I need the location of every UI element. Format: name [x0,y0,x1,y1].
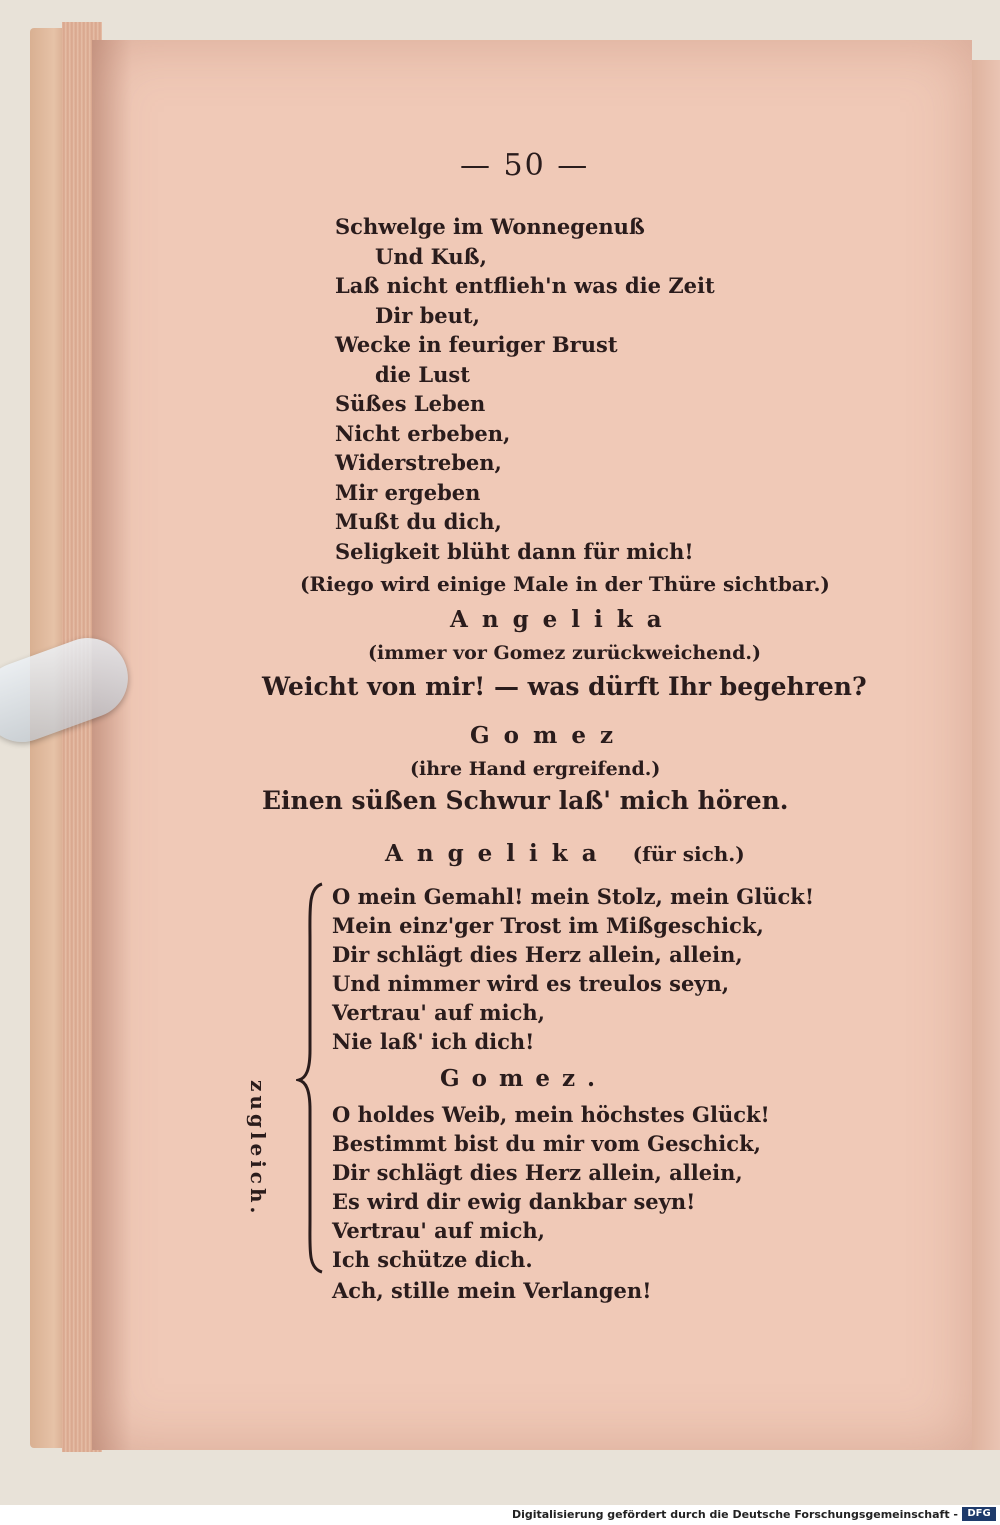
curly-brace [296,880,326,1275]
verse-line: Mußt du dich, [335,509,502,534]
verse-line: Schwelge im Wonnegenuß [335,214,645,239]
stanza-line: Und nimmer wird es treulos seyn, [332,971,730,996]
verse-line: Mir ergeben [335,479,481,505]
speaker-gomez-2: Gomez. [440,1065,608,1092]
verse-line: Nicht erbeben, [335,420,511,446]
verse-line: Süßes Leben [335,391,486,416]
verse-line: Seligkeit blüht dann für mich! [335,538,694,564]
stanza-line: Dir schlägt dies Herz allein, allein, [332,942,743,967]
verse-line: Und Kuß, [375,243,487,269]
stanza-line: O holdes Weib, mein höchstes Glück! [332,1102,770,1127]
stanza-line: Es wird dir ewig dankbar seyn! [332,1189,696,1214]
direction-gomez: (ihre Hand ergreifend.) [410,758,661,780]
direction-angelika: (immer vor Gomez zurückweichend.) [368,642,761,664]
verse-line: Widerstreben, [335,450,502,475]
verse-block [335,212,715,566]
page-number: — 50 — [460,148,590,183]
stanza-line: O mein Gemahl! mein Stolz, mein Glück! [332,884,815,909]
stanza-angelika [332,882,814,1056]
verse-line: Dir beut, [375,302,480,328]
speaker-angelika-2 [385,840,745,867]
stanza-line: Ich schütze dich. [332,1247,533,1272]
gutter-shadow [92,40,132,1450]
stage-direction: (Riego wird einige Male in der Thüre sichtbar.) [300,572,830,596]
stanza-line: Vertrau' auf mich, [332,1000,545,1025]
stanza-gomez [332,1100,770,1274]
zugleich-label: zugleich. [246,1080,270,1218]
verse-line: die Lust [375,361,470,387]
stanza-line: Bestimmt bist du mir vom Geschick, [332,1131,761,1156]
dfg-logo: DFG [962,1507,996,1521]
speaker-gomez: Gomez [470,722,628,749]
verse-line: Wecke in feuriger Brust [335,332,618,357]
verse-line: Laß nicht entflieh'n was die Zeit [335,273,715,298]
stanza-line: Nie laß' ich dich! [332,1029,535,1054]
stanza-line: Mein einz'ger Trost im Mißgeschick, [332,913,764,938]
aside-direction: (für sich.) [632,842,745,866]
final-line: Ach, stille mein Verlangen! [332,1278,652,1303]
stanza-line: Vertrau' auf mich, [332,1218,545,1243]
stanza-line: Dir schlägt dies Herz allein, allein, [332,1160,743,1185]
speaker-name: Angelika [385,840,611,867]
speaker-angelika: Angelika [450,606,676,633]
line-gomez: Einen süßen Schwur laß' mich hören. [262,786,789,815]
line-angelika: Weicht von mir! — was dürft Ihr begehren? [262,672,867,701]
footer-credit: Digitalisierung gefördert durch die Deutsche Forschungsgemeinschaft - [511,1508,958,1521]
